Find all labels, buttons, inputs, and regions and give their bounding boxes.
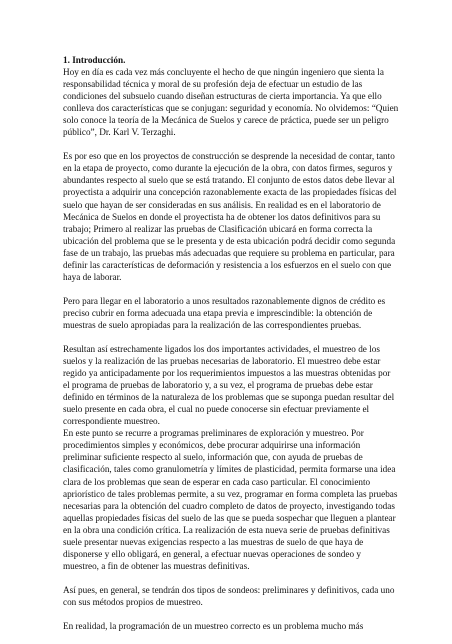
- paragraph-intro: Hoy en día es cada vez más concluyente el hecho de que ningún ingeniero que sienta la responsabilidad técnica y moral de su profesión deja de efectuar un estudio de las condiciones del subsuelo cuando diseñan estructuras de cierta importancia. Ya que ello conlleva dos características que se conjugan: seguridad y economía. No olvidemos: “Quien solo conoce la teoría de la Mecánica de Suelos y carece de práctica, puede ser un peligro público”, Dr. Karl V. Terzaghi.: [63, 67, 399, 138]
- paragraph-sampling-link: Resultan así estrechamente ligados los dos importantes actividades, el muestreo de los suelos y la realización de las pruebas necesarias de laboratorio. El muestreo debe estar regido ya anticipadamente por los requerimientos impuestos a las muestras obtenidas por el programa de pruebas de laboratorio y, a su vez, el programa de pruebas debe estar definido en términos de la naturaleza de los problemas que se suponga puedan resultar del suelo presente en cada obra, el cual no puede conocerse sin efectuar previamente el correspondiente muestreo.: [63, 343, 395, 427]
- paragraph-construction-data: Es por eso que en los proyectos de construcción se desprende la necesidad de contar, tanto en la etapa de proyecto, como durante la ejecución de la obra, con datos firmes, seguros y abundantes respecto al suelo que se está tratando. El conjunto de estos datos debe llevar al proyectista a adquirir una concepción razonablemente exacta de las propiedades físicas del suelo que hayan de ser consideradas en sus análisis. En realidad es en el laboratorio de Mecánica de Suelos en donde el proyectista ha de obtener los datos definitivos para su trabajo; Primero al realizar las pruebas de Clasificación ubicará en forma correcta la ubicación del problema que se le presenta y de esta ubicación podrá decidir como segunda fase de un trabajo, las pruebas más adecuadas que requiere su problema en particular, para definir las características de deformación y resistencia a los esfuerzos en el suelo con que haya de laborar.: [63, 151, 397, 282]
- paragraph-laboratory-results: Pero para llegar en el laboratorio a unos resultados razonablemente dignos de crédito es preciso cubrir en forma adecuada una etapa previa e imprescindible: la obtención de muestras de suelo apropiadas para la realización de las correspondientes pruebas.: [63, 295, 386, 330]
- paragraph-programming: En realidad, la programación de un muestreo correcto es un problema mucho más: [63, 620, 364, 631]
- document-page: [63, 54, 399, 644]
- section-heading: 1. Introducción.: [63, 55, 126, 65]
- paragraph-two-types: Así pues, en general, se tendrán dos tipos de sondeos: preliminares y definitivos, cada uno con sus métodos propios de muestreo.: [63, 584, 395, 607]
- paragraph-preliminary-programs: En este punto se recurre a programas preliminares de exploración y muestreo. Por procedimientos simples y económicos, debe procurar adquirirse una información preliminar suficiente respecto al suelo, información que, con ayuda de pruebas de clasificación, tales como granulometría y límites de plasticidad, permita formarse una idea clara de los problemas que sean de esperar en cada caso particular. El conocimiento apriorístico de tales problemas permite, a su vez, programar en forma completa las pruebas necesarias para la obtención del cuadro completo de datos de proyecto, investigando todas aquellas propiedades físicas del suelo de las que se pueda sospechar que lleguen a plantear en la obra una condición crítica. La realización de esta nueva serie de pruebas definitivas suele presentar nuevas exigencias respecto a las muestras de suelo de que haya de disponerse y ello obligará, en general, a efectuar nuevas operaciones de sondeo y muestreo, a fin de obtener las muestras definitivas.: [63, 428, 398, 571]
